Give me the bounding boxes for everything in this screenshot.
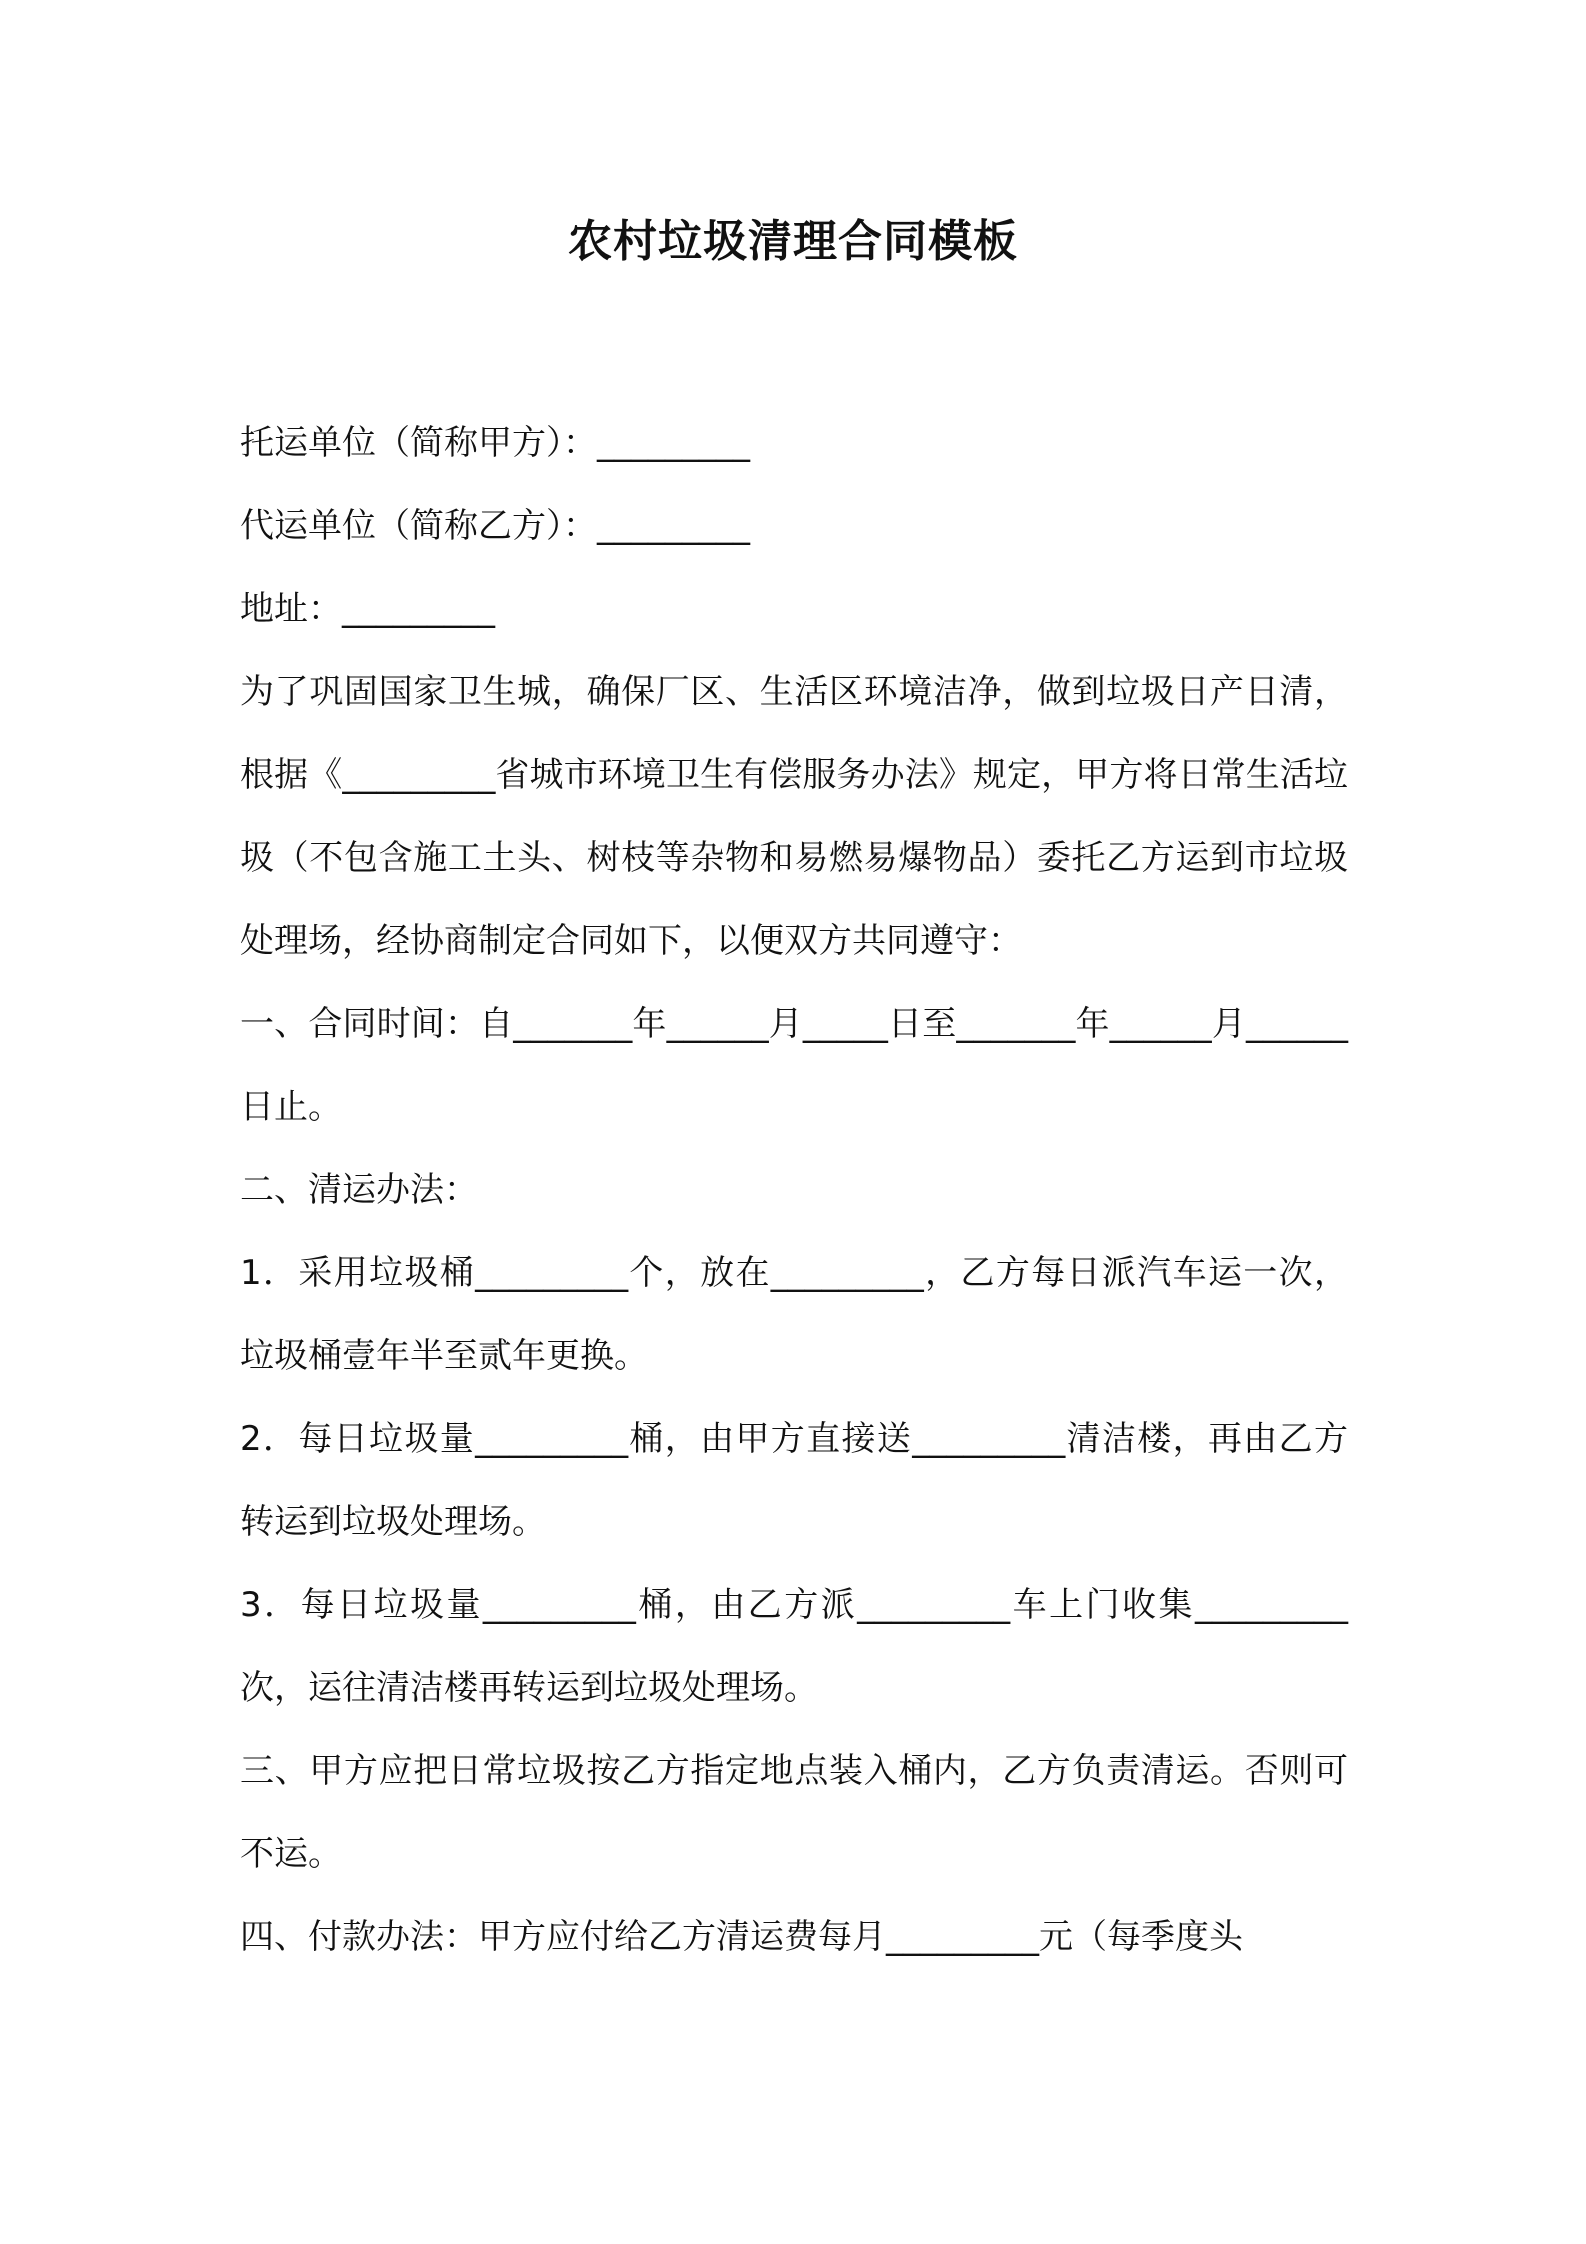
clause-1-contract-period: 一、合同时间：自_______年______月_____日至_______年______月______日止。 xyxy=(240,1004,1348,1127)
party-a-line: 托运单位（简称甲方）：_________ xyxy=(240,423,750,463)
address-line: 地址：_________ xyxy=(240,589,495,629)
clause-2-item-3: 3．每日垃圾量_________桶，由乙方派_________车上门收集_________次，运往清洁楼再转运到垃圾处理场。 xyxy=(240,1585,1348,1708)
document-title: 农村垃圾清理合同模板 xyxy=(568,216,1018,267)
clause-2-heading: 二、清运办法： xyxy=(240,1170,478,1210)
clause-3: 三、甲方应把日常垃圾按乙方指定地点装入桶内，乙方负责清运。否则可不运。 xyxy=(240,1751,1348,1874)
clause-2-item-2: 2．每日垃圾量_________桶，由甲方直接送_________清洁楼，再由乙方转运到垃圾处理场。 xyxy=(240,1419,1348,1542)
preamble-paragraph: 为了巩固国家卫生城，确保厂区、生活区环境洁净，做到垃圾日产日清，根据《_________省城市环境卫生有偿服务办法》规定，甲方将日常生活垃圾（不包含施工土头、树枝等杂物和易燃易爆物品）委托乙方运到市垃圾处理场，经协商制定合同如下，以便双方共同遵守： xyxy=(240,672,1348,961)
party-b-line: 代运单位（简称乙方）：_________ xyxy=(240,506,750,546)
document-body xyxy=(240,402,1348,1979)
clause-4-payment: 四、付款办法：甲方应付给乙方清运费每月_________元（每季度头 xyxy=(240,1917,1243,1957)
clause-2-item-1: 1．采用垃圾桶_________个，放在_________，乙方每日派汽车运一次，垃圾桶壹年半至贰年更换。 xyxy=(240,1253,1348,1376)
